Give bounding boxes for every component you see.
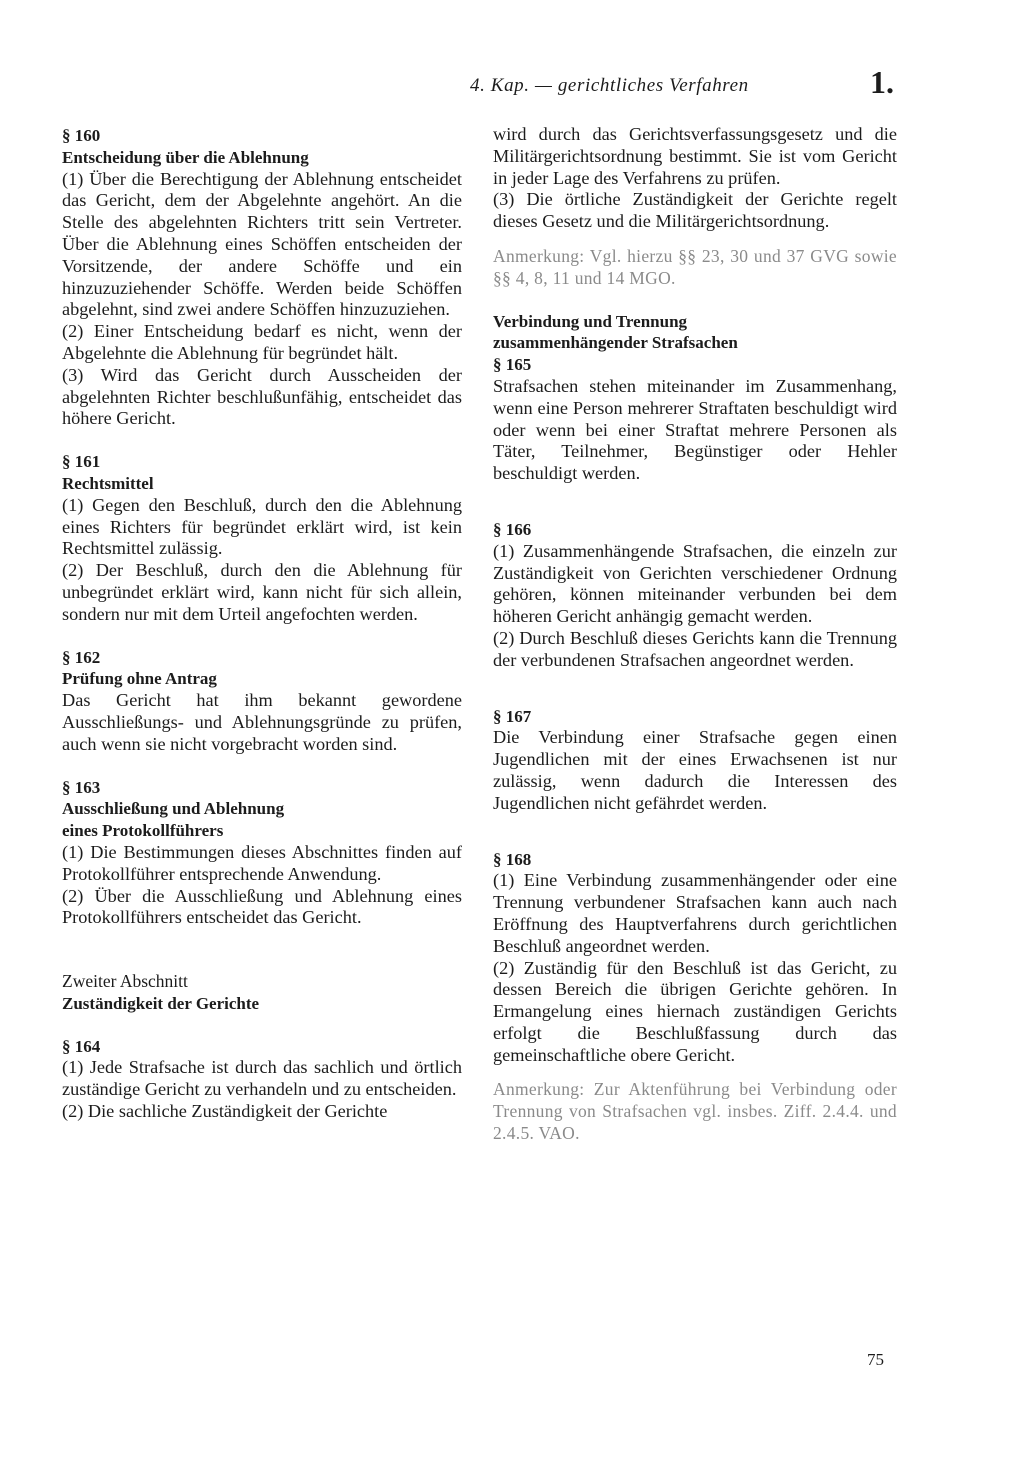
section-number: § 161 (62, 452, 101, 472)
section-164 (62, 1036, 462, 1123)
annotation-note: Anmerkung: Zur Aktenführung bei Verbindung oder Trennung von Strafsachen vgl. insbes. Ziff. 2.4.4. und 2.4.5. VAO. (493, 1079, 897, 1144)
section-163 (62, 777, 462, 930)
paragraph: Das Gericht hat ihm bekannt gewordene Ausschließungs- und Ablehnungsgründe zu prüfen, auch wenn sie nicht vorgebracht worden sind. (62, 690, 462, 754)
section-165 (493, 311, 897, 485)
section-number: § 164 (62, 1036, 101, 1056)
annotation-note: Anmerkung: Vgl. hierzu §§ 23, 30 und 37 GVG sowie §§ 4, 8, 11 und 14 MGO. (493, 245, 897, 288)
paragraph: (2) Einer Entscheidung bedarf es nicht, wenn der Abgelehnte die Ablehnung für begründet hält. (62, 321, 462, 363)
section-number: § 166 (493, 519, 532, 539)
section-160 (62, 125, 462, 430)
paragraph: (3) Die örtliche Zuständigkeit der Gerichte regelt dieses Gesetz und die Militärgerichtsordnung. (493, 189, 897, 232)
paragraph: (2) Der Beschluß, durch den die Ablehnung für unbegründet erklärt wird, kann nicht für sich allein, sondern nur mit dem Urteil angefochten werden. (62, 560, 462, 624)
paragraph: (2) Durch Beschluß dieses Gerichts kann die Trennung der verbundenen Strafsachen angeordnet werden. (493, 627, 897, 670)
chapter-section-heading (62, 971, 462, 1015)
paragraph: Strafsachen stehen miteinander im Zusammenhang, wenn eine Person mehrerer Straftaten beschuldigt wird oder wenn bei einer Straftat mehrere Personen als Täter, Teilnehmer, Begünstiger oder Hehler beschuldigt werden. (493, 375, 897, 484)
section-number: § 162 (62, 647, 101, 667)
paragraph: (3) Wird das Gericht durch Ausscheiden der abgelehnten Richter beschlußunfähig, entscheidet das höhere Gericht. (62, 364, 462, 429)
running-header-part: 1. (870, 64, 894, 100)
paragraph: (1) Gegen den Beschluß, durch den die Ablehnung eines Richters für begründet erklärt wird, ist kein Rechtsmittel zulässig. (62, 494, 462, 559)
section-title: Prüfung ohne Antrag (62, 669, 217, 689)
section-number: § 163 (62, 777, 101, 797)
page-number: 75 (867, 1350, 884, 1369)
left-column (62, 125, 462, 1123)
section-title: Entscheidung über die Ablehnung (62, 147, 309, 167)
section-166 (493, 519, 897, 672)
paragraph: (1) Jede Strafsache ist durch das sachlich und örtlich zuständige Gericht zu verhandeln und zu entscheiden. (62, 1057, 462, 1100)
section-161 (62, 451, 462, 625)
section-label: Zweiter Abschnitt (62, 971, 188, 992)
section-number: § 168 (493, 849, 532, 869)
running-header-chapter: 4. Kap. — gerichtliches Verfahren (470, 75, 749, 96)
section-number: § 160 (62, 126, 101, 145)
section-number: § 167 (493, 706, 532, 726)
paragraph: (2) Zuständig für den Beschluß ist das Gericht, zu dessen Bereich die übrigen Gerichte gehören. In Ermangelung eines hiernach zuständigen Gerichts erfolgt die Beschlußfassung durch das gemeinschaftliche obere Gericht. (493, 957, 897, 1065)
paragraph: (1) Über die Berechtigung der Ablehnung entscheidet das Gericht, dem der Abgelehnte angehört. An die Stelle des abgelehnten Richters tritt sein Vertreter. Über die Ablehnung eines Schöffen entscheiden der Vorsitzende, der andere Schöffe und ein hinzuzuziehender Schöffe. Werden beide Schöffen abgelehnt, sind zwei andere Schöffen hinzuzuziehen. (62, 168, 462, 320)
paragraph: (2) Die sachliche Zuständigkeit der Gerichte (62, 1101, 388, 1122)
section-162 (62, 647, 462, 756)
section-167 (493, 706, 897, 815)
section-number: § 165 (493, 355, 532, 375)
paragraph: (2) Über die Ausschließung und Ablehnung eines Protokollführers entscheidet das Gericht. (62, 885, 462, 928)
paragraph: Die Verbindung einer Strafsache gegen einen Jugendlichen mit der eines Erwachsenen ist nur zulässig, wenn dadurch die Interessen des Jugendlichen nicht gefährdet werden. (493, 727, 897, 813)
section-168 (493, 849, 897, 1145)
section-title-continued: eines Protokollführers (62, 821, 224, 841)
section-164-continued (493, 124, 897, 290)
section-heading: Zuständigkeit der Gerichte (62, 993, 260, 1013)
paragraph: (1) Zusammenhängende Strafsachen, die einzeln zur Zuständigkeit von Gerichten verschiedener Ordnung gehören, können miteinander verbunden bei dem höheren Gericht anhängig gemacht werden. (493, 540, 897, 627)
paragraph: (1) Die Bestimmungen dieses Abschnittes finden auf Protokollführer entsprechende Anwendung. (62, 841, 462, 884)
group-heading-continued: zusammenhängender Strafsachen (493, 333, 738, 353)
section-title: Rechtsmittel (62, 473, 154, 493)
section-title: Ausschließung und Ablehnung (62, 799, 285, 819)
group-heading: Verbindung und Trennung (493, 311, 688, 331)
right-column (493, 124, 897, 1145)
paragraph: wird durch das Gerichtsverfassungsgesetz und die Militärgerichtsordnung bestimmt. Sie ist vom Gericht in jeder Lage des Verfahrens zu prüfen. (493, 124, 897, 188)
paragraph: (1) Eine Verbindung zusammenhängender oder eine Trennung verbundener Strafsachen kann auch nach Eröffnung des Hauptverfahrens durch gerichtlichen Beschluß angeordnet werden. (493, 870, 897, 956)
